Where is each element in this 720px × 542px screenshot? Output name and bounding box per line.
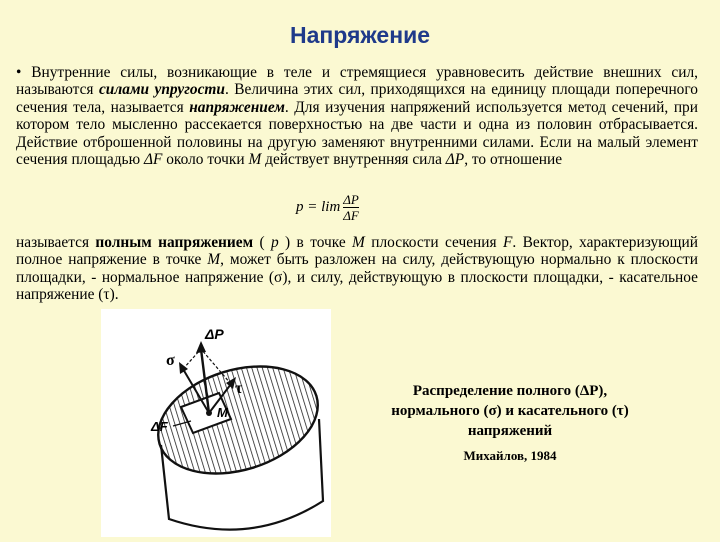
page-title: Напряжение [289,22,431,48]
symbol-df: ΔF [143,151,163,169]
figure-caption [355,381,665,441]
label-dp: ΔP [205,326,224,342]
text-span: . Для изучения напряжений используется метод сечений, при котором тело мысленно рассекается поверхностью на две части и одна из половин отбрасывается. Действие отброшенной половины на другую заменяют внутренними силами. Если на малый элемент сечения площадью [16,98,698,169]
stress-diagram [101,309,331,537]
text-span: называется [16,234,96,251]
text-span: действует внутренняя сила [261,151,446,169]
dp-arrowhead [196,341,206,353]
label-tau: τ [235,380,243,397]
formula-denominator: ΔF [343,208,359,223]
text-span: . Величина этих сил, приходящихся на единицу площади поперечного сечения тела, называется [16,81,699,116]
term-stress: напряжением [189,98,285,116]
symbol-m: M [207,251,221,269]
stress-formula [296,193,359,222]
caption-line: нормального (σ) и касательного (τ) [391,403,629,419]
symbol-m: M [248,151,262,169]
symbol-f: F [502,234,513,251]
symbol-m: M [352,234,365,251]
projection-line [183,349,201,369]
text-span: • Внутренние силы, возникающие в теле и стремящиеся уравновесить действие внешних сил, называются [16,64,698,99]
point-m [206,410,212,416]
text-span: , то отношение [464,151,563,169]
caption-author: Михайлов, 1984 [463,448,557,463]
formula-fraction [343,193,359,222]
paragraph-definition [16,234,698,304]
text-span: плоскости сечения [364,234,503,251]
caption-line: Распределение полного (ΔP), [412,383,608,399]
label-m: M [217,405,228,420]
term-elastic-forces: силами упругости [98,81,225,99]
paragraph-intro [16,64,698,168]
label-sigma: σ [166,352,175,369]
caption-line: напряжений [467,423,553,439]
formula-numerator: ΔP [343,192,359,207]
text-span: , может быть разложен на силу, действующую нормально к плоскости площадки, - нормальное напряжение (σ), и силу, действующую в плоскости площадки, - касательное напряжение (τ). [16,251,698,304]
formula-lhs: p = lim [296,199,341,215]
text-span: около точки [162,151,249,169]
text-span: ) в точке [278,234,353,251]
text-span: ( [253,234,271,251]
cylinder-section-drawing [101,309,331,537]
symbol-dp: ΔP [445,151,465,169]
label-df: ΔF [151,419,168,434]
term-full-stress: полным напряжением [95,234,254,251]
symbol-p: p [270,234,279,251]
text-span: . Вектор, характеризующий полное напряжение в точке [16,234,698,269]
